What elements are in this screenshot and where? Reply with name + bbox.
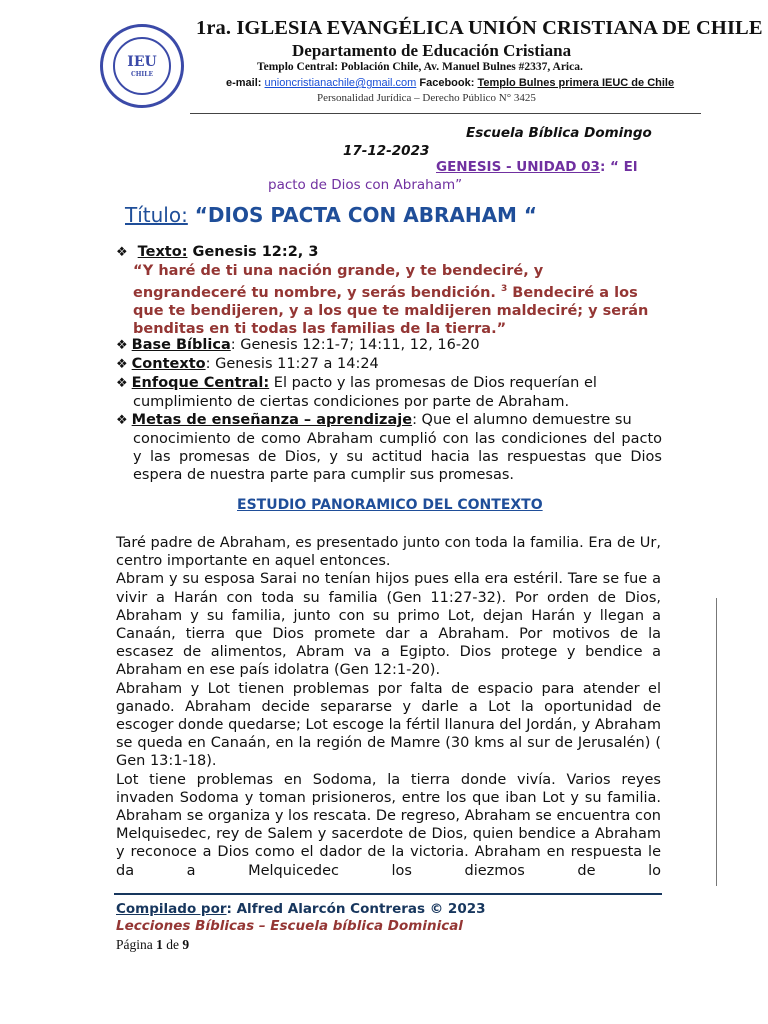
church-name: 1ra. IGLESIA EVANGÉLICA UNIÓN CRISTIANA DE CHILE [196,17,763,39]
verse-part-2: Bendeciré a los que te bendijeren, y a los que te maldijeren maldeciré; y serán benditas en ti todas las familias de la tierra.” [133,285,649,338]
bullet-metas [116,411,662,430]
page-total: 9 [182,937,190,952]
contexto-value: : Genesis 11:27 a 14:24 [205,356,379,372]
department-name: Departamento de Educación Cristiana [292,41,572,60]
base-value: : Genesis 12:1-7; 14:11, 12, 16-20 [230,337,480,353]
legal-status: Personalidad Jurídica – Derecho Público N° 3425 [317,92,536,104]
church-seal-center [113,37,171,95]
diamond-bullet-icon: ❖ [116,413,128,428]
facebook-label: Facebook: [419,77,475,89]
title-value: “DIOS PACTA CON ABRAHAM “ [187,203,538,227]
diamond-bullet-icon: ❖ [116,338,128,353]
base-label: Base Bíblica [131,337,231,353]
texto-label: Texto: [137,244,188,260]
bullet-texto [116,243,662,262]
margin-line [716,598,717,886]
paragraph-3: Abraham y Lot tienen problemas por falta de espacio para atender el ganado. Abraham decide separarse y darle a Lot la oportunidad de escoger donde quedarse; Lot escoge la fértil llanura del Jordán, y Abraham se queda en Canaán, en la región de Mamre (30 kms al sur de Jerusalén) ( Gen 13:1-18). [116,680,661,770]
texto-reference: Genesis 12:2, 3 [187,244,319,260]
bullet-enfoque [116,374,662,393]
church-seal-logo [100,24,184,108]
diamond-bullet-icon: ❖ [116,245,128,260]
lesson-title [125,203,537,227]
email-link[interactable]: unioncristianachile@gmail.com [264,77,417,89]
verse-quote [133,262,661,339]
verse-part-1: “Y haré de ti una nación grande, y te bendeciré, y engrandeceré tu nombre, y serás bendición. [133,263,544,302]
enfoque-value: El pacto y las promesas de Dios requerían el [269,375,597,391]
unit-rest: : “ El [599,159,638,175]
compiled-label: Compilado por [116,901,227,917]
email-label: e-mail: [226,77,262,89]
diamond-bullet-icon: ❖ [116,376,128,391]
section-body [116,534,661,880]
metas-continuation: conocimiento de como Abraham cumplió con las condiciones del pacto y las promesas de Dios, y su actitud hacia las respuestas que Dios espera de nuestra parte para cumplir sus promesas. [133,431,662,483]
enfoque-label: Enfoque Central: [131,375,270,391]
unit-label: GENESIS - UNIDAD 03 [436,159,600,175]
title-label: Título: [125,203,188,227]
paragraph-2: Abram y su esposa Sarai no tenían hijos pues ella era estéril. Tare se fue a vivir a Harán con toda su familia (Gen 11:27-32). Por orden de Dios, Abraham y su familia, junto con su primo Lot, dejan Harán y llegan a Canaán, tierra que Dios promete dar a Abraham. Por motivos de la escasez de alimentos, Abram va a Egipto. Dios protege y bendice a Abraham en ese país idolatra (Gen 12:1-20). [116,571,661,679]
footer-divider [114,893,662,895]
bullet-contexto [116,355,662,374]
contact-line [226,77,674,89]
school-name: Escuela Bíblica Domingo [466,125,652,141]
enfoque-continuation: cumplimiento de ciertas condiciones por parte de Abraham. [133,394,570,410]
verse-number: 3 [500,284,508,295]
bullet-list [116,336,662,484]
unit-line [436,159,637,175]
contexto-label: Contexto [131,356,206,372]
lesson-date: 17-12-2023 [343,143,430,159]
paragraph-4: Lot tiene problemas en Sodoma, la tierra donde vivía. Varios reyes invaden Sodoma y toman prisioneros, entre los que iban Lot y su familia. Abraham se organiza y los rescata. De regreso, Abraham se encuentra con Melquisedec, rey de Salem y sacerdote de Dios, quien bendice a Abraham y reconoce a Dios como el dador de la victoria. Abraham en respuesta le da a Melquicedec los diezmos de lo [116,771,661,879]
paragraph-1: Taré padre de Abraham, es presentado junto con toda la familia. Era de Ur, centro importante en aquel entonces. [116,535,661,570]
facebook-link[interactable]: Templo Bulnes primera IEUC de Chile [477,77,675,89]
seal-initials: IEU [127,54,157,70]
compiled-value: : Alfred Alarcón Contreras © 2023 [226,901,486,917]
compiled-by [116,901,486,917]
page-current: 1 [156,937,163,952]
page-word: Página [116,937,157,952]
header-divider [190,113,701,114]
temple-address: Templo Central: Población Chile, Av. Manuel Bulnes #2337, Arica. [257,61,583,73]
page-of: de [162,937,183,952]
diamond-bullet-icon: ❖ [116,357,128,372]
unit-line-2: pacto de Dios con Abraham” [268,177,463,193]
seal-caption: CHILE [130,71,154,78]
metas-label: Metas de enseñanza – aprendizaje [131,412,413,428]
page-number [116,937,189,953]
bullet-base-biblica [116,336,662,355]
lessons-series: Lecciones Bíblicas – Escuela bíblica Dominical [116,918,463,934]
section-heading: ESTUDIO PANORAMICO DEL CONTEXTO [237,497,543,513]
metas-value: : Que el alumno demuestre su [412,412,632,428]
